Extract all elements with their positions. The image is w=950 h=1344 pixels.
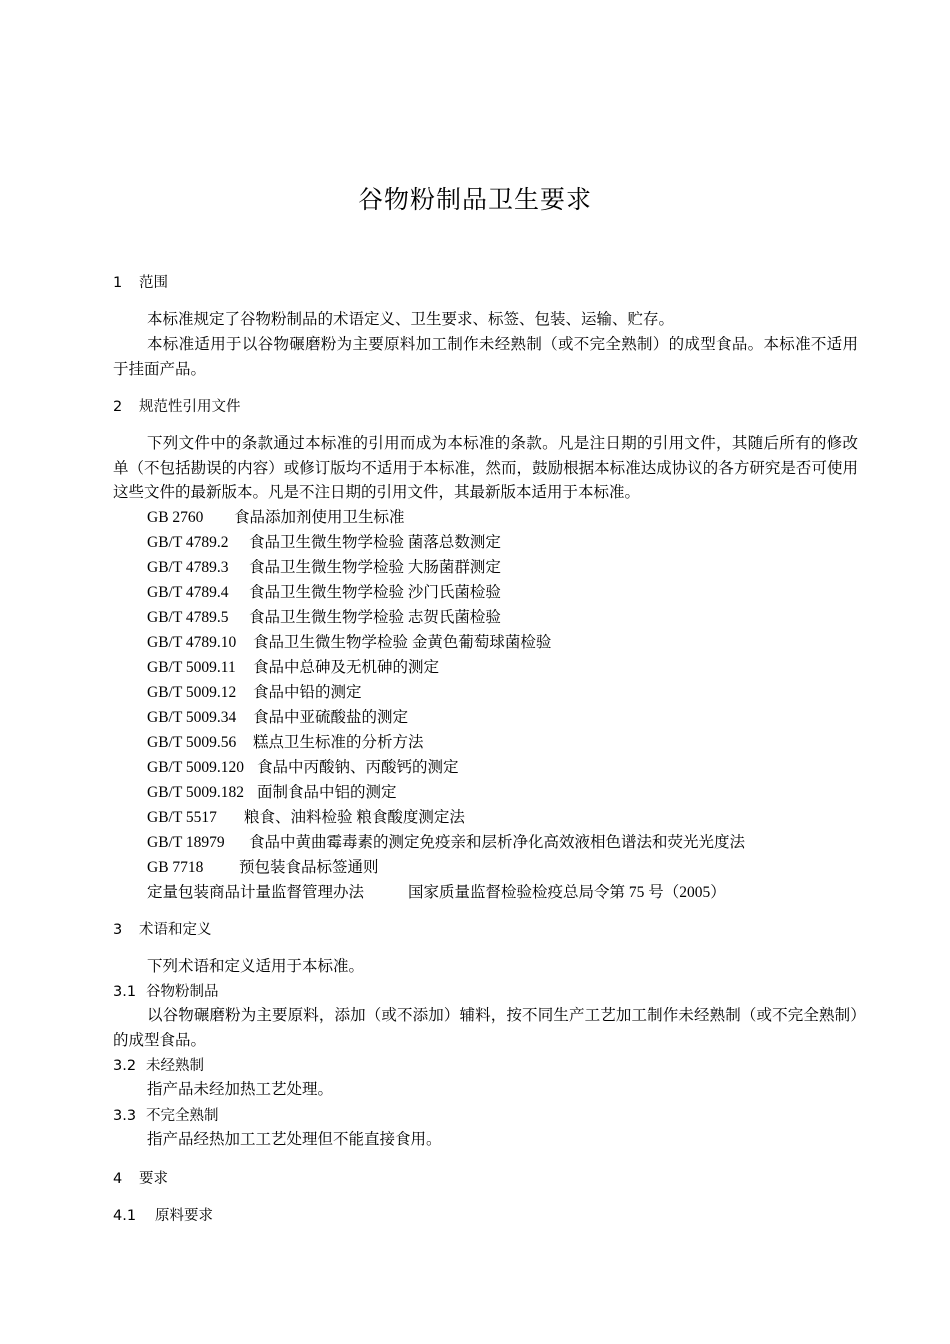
reference-title: 食品卫生微生物学检验 菌落总数测定 <box>249 534 501 551</box>
reference-code: GB/T 5009.120 <box>147 759 245 776</box>
reference-code: GB 2760 <box>147 509 204 526</box>
reference-code: 定量包装商品计量监督管理办法 <box>147 884 365 901</box>
reference-code: GB/T 5009.12 <box>147 684 237 701</box>
reference-title: 预包装食品标签通则 <box>239 859 379 876</box>
reference-item <box>147 681 362 706</box>
term-name: 不完全熟制 <box>146 1108 219 1124</box>
reference-item <box>147 506 405 531</box>
scope-paragraph-2: 本标准适用于以谷物碾磨粉为主要原料加工制作未经熟制（或不完全熟制）的成型食品。本标准不适用于挂面产品。 <box>113 336 858 378</box>
section-number: 4 <box>113 1171 123 1187</box>
subsection-4-1-heading <box>113 1206 213 1226</box>
reference-code: GB/T 4789.5 <box>147 609 229 626</box>
term-number: 3.1 <box>113 984 137 1000</box>
term-definition: 指产品经热加工工艺处理但不能直接食用。 <box>147 1131 442 1148</box>
term-heading <box>113 1106 219 1126</box>
reference-title: 食品中丙酸钠、丙酸钙的测定 <box>257 759 459 776</box>
reference-item <box>147 706 408 731</box>
reference-code: GB/T 4789.2 <box>147 534 229 551</box>
reference-item <box>147 731 424 756</box>
reference-item <box>147 556 501 581</box>
scope-paragraph-1: 本标准规定了谷物粉制品的术语定义、卫生要求、标签、包装、运输、贮存。 <box>147 311 675 328</box>
section-title: 术语和定义 <box>139 922 212 938</box>
reference-item <box>147 781 397 806</box>
reference-title: 食品卫生微生物学检验 大肠菌群测定 <box>249 559 501 576</box>
reference-item <box>147 881 726 906</box>
reference-title: 面制食品中铝的测定 <box>257 784 397 801</box>
reference-title: 国家质量监督检验检疫总局令第 75 号（2005） <box>408 884 726 901</box>
section-number: 2 <box>113 399 123 415</box>
section-1-heading <box>113 273 168 293</box>
reference-code: GB 7718 <box>147 859 204 876</box>
reference-title: 粮食、油料检验 粮食酸度测定法 <box>244 809 465 826</box>
reference-code: GB/T 5009.34 <box>147 709 237 726</box>
reference-code: GB/T 5517 <box>147 809 217 826</box>
reference-code: GB/T 4789.10 <box>147 634 237 651</box>
section-3-heading <box>113 920 212 940</box>
reference-item <box>147 656 439 681</box>
section-4-heading <box>113 1169 168 1189</box>
subsection-number: 4.1 <box>113 1208 137 1224</box>
subsection-title: 原料要求 <box>155 1208 213 1224</box>
document-title: 谷物粉制品卫生要求 <box>357 185 592 214</box>
section-title: 范围 <box>139 275 168 291</box>
reference-title: 食品卫生微生物学检验 志贺氏菌检验 <box>249 609 501 626</box>
term-definition: 以谷物碾磨粉为主要原料，添加（或不添加）辅料，按不同生产工艺加工制作未经熟制（或不完全熟制）的成型食品。 <box>113 1007 858 1049</box>
section-title: 规范性引用文件 <box>139 399 241 415</box>
section-2-heading <box>113 397 241 417</box>
reference-item <box>147 631 551 656</box>
reference-item <box>147 606 501 631</box>
reference-title: 食品卫生微生物学检验 沙门氏菌检验 <box>249 584 501 601</box>
reference-code: GB/T 4789.4 <box>147 584 229 601</box>
section-number: 3 <box>113 922 123 938</box>
term-number: 3.2 <box>113 1058 137 1074</box>
reference-title: 食品添加剂使用卫生标准 <box>234 509 405 526</box>
reference-title: 食品中亚硫酸盐的测定 <box>253 709 409 726</box>
reference-title: 食品中总砷及无机砷的测定 <box>253 659 440 676</box>
reference-title: 食品中铅的测定 <box>253 684 362 701</box>
term-heading <box>113 1056 204 1076</box>
term-number: 3.3 <box>113 1108 137 1124</box>
reference-code: GB/T 5009.11 <box>147 659 236 676</box>
terms-intro: 下列术语和定义适用于本标准。 <box>147 958 365 975</box>
reference-code: GB/T 4789.3 <box>147 559 229 576</box>
reference-code: GB/T 18979 <box>147 834 225 851</box>
term-definition: 指产品未经加热工艺处理。 <box>147 1081 334 1098</box>
term-name: 谷物粉制品 <box>146 984 219 1000</box>
term-name: 未经熟制 <box>146 1058 204 1074</box>
term-heading <box>113 982 219 1002</box>
reference-item <box>147 806 465 831</box>
reference-item <box>147 756 459 781</box>
reference-item <box>147 831 745 856</box>
normative-intro: 下列文件中的条款通过本标准的引用而成为本标准的条款。凡是注日期的引用文件，其随后所有的修改单（不包括勘误的内容）或修订版均不适用于本标准，然而，鼓励根据本标准达成协议的各方研究是否可使用这些文件的最新版本。凡是不注日期的引用文件，其最新版本适用于本标准。 <box>113 435 858 501</box>
reference-title: 食品卫生微生物学检验 金黄色葡萄球菌检验 <box>253 634 552 651</box>
section-title: 要求 <box>139 1171 168 1187</box>
reference-title: 糕点卫生标准的分析方法 <box>253 734 424 751</box>
reference-code: GB/T 5009.182 <box>147 784 245 801</box>
reference-item <box>147 856 379 881</box>
reference-title: 食品中黄曲霉毒素的测定免疫亲和层析净化高效液相色谱法和荧光光度法 <box>249 834 746 851</box>
section-number: 1 <box>113 275 123 291</box>
reference-item <box>147 531 501 556</box>
reference-item <box>147 581 501 606</box>
reference-code: GB/T 5009.56 <box>147 734 237 751</box>
